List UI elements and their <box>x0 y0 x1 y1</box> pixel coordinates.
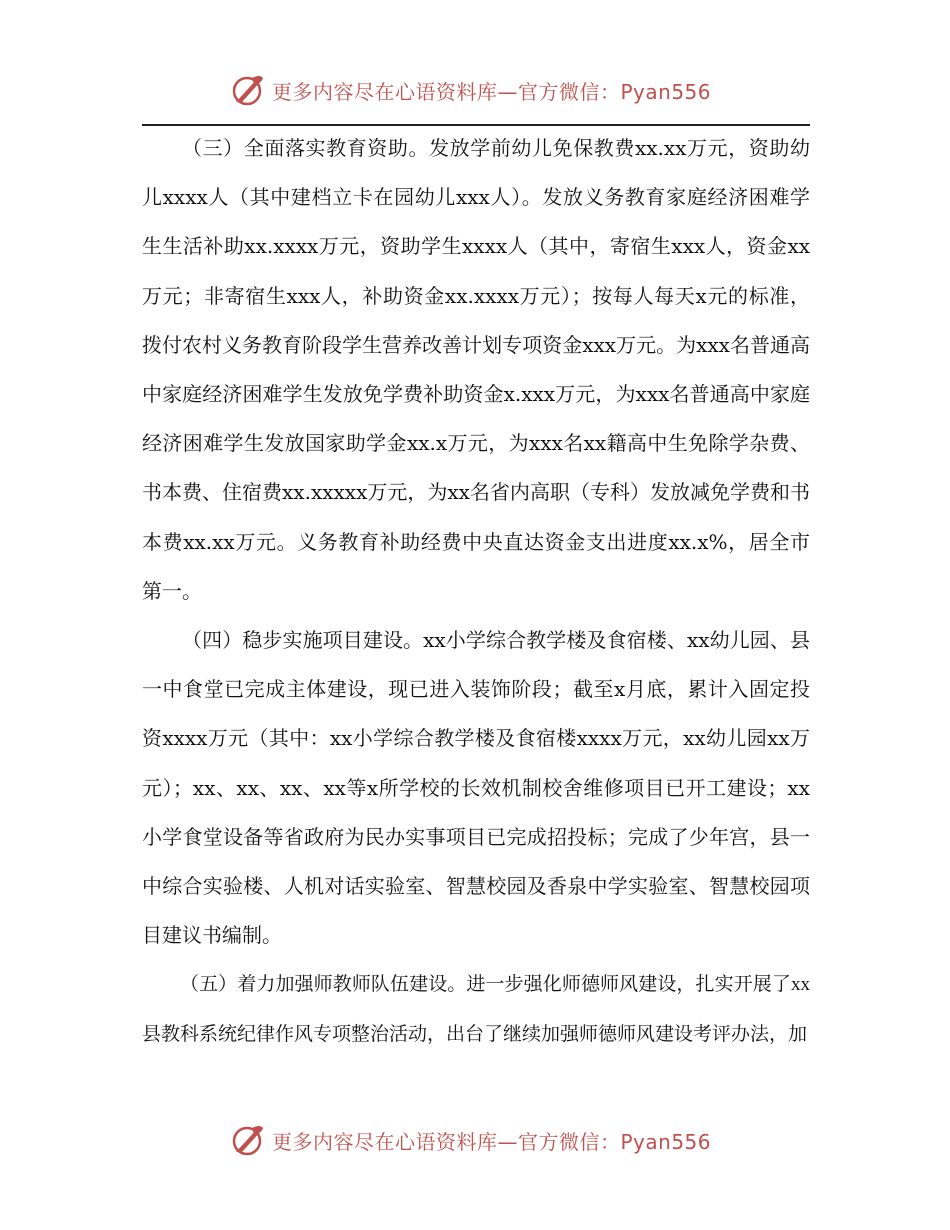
quill-pen-circle-icon <box>230 1122 266 1158</box>
header-watermark <box>230 70 750 110</box>
header-watermark-text: 更多内容尽在心语资料库—官方微信：Pyan556 <box>272 79 712 104</box>
footer-watermark <box>230 1120 750 1160</box>
document-body <box>142 124 810 1059</box>
quill-pen-circle-icon <box>230 72 266 108</box>
paragraph-teacher-team: （五）着力加强师教师队伍建设。进一步强化师德师风建设，扎实开展了xx县教科系统纪律作风专项整治活动，出台了继续加强师德师风建设考评办法，加 <box>142 974 810 1045</box>
paragraph-education-aid: （三）全面落实教育资助。发放学前幼儿免保教费xx.xx万元，资助幼儿xxxx人（其中建档立卡在园幼儿xxx人）。发放义务教育家庭经济困难学生生活补助xx.xxxx万元，资助学生xxxx人（其中，寄宿生xxx人，资金xx万元；非寄宿生xxx人，补助资金xx.xxxx万元）；按每人每天x元的标准，拨付农村义务教育阶段学生营养改善计划专项资金xxx万元。为xxx名普通高中家庭经济困难学生发放免学费补助资金x.xxx万元，为xxx名普通高中家庭经济困难学生发放国家助学金xx.x万元，为xxx名xx籍高中生免除学杂费、书本费、住宿费xx.xxxxx万元，为xx名省内高职（专科）发放减免学费和书本费xx.xx万元。义务教育补助经费中央直达资金支出进度xx.x%，居全市第一。 <box>142 136 810 603</box>
footer-watermark-text: 更多内容尽在心语资料库—官方微信：Pyan556 <box>272 1129 712 1154</box>
paragraph-project-construction: （四）稳步实施项目建设。xx小学综合教学楼及食宿楼、xx幼儿园、县一中食堂已完成主体建设，现已进入装饰阶段；截至x月底，累计入固定投资xxxx万元（其中：xx小学综合教学楼及食宿楼xxxx万元，xx幼儿园xx万元）；xx、xx、xx、xx等x所学校的长效机制校舍维修项目已开工建设；xx小学食堂设备等省政府为民办实事项目已完成招投标；完成了少年宫，县一中综合实验楼、人机对话实验室、智慧校园及香泉中学实验室、智慧校园项目建议书编制。 <box>142 628 810 948</box>
